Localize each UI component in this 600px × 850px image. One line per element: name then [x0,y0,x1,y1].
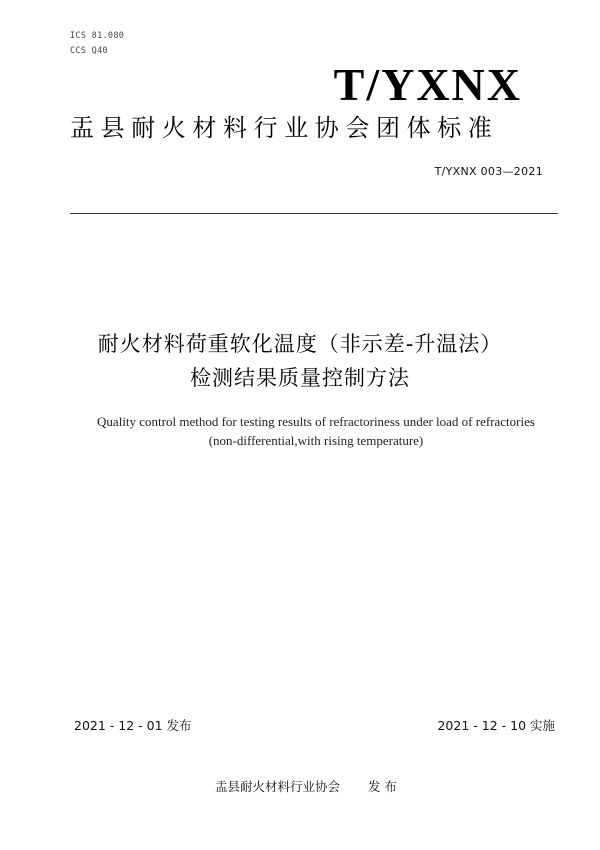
issue-date: 2021 - 12 - 01 发布 [74,718,192,733]
organization-title: 盂县耐火材料行业协会团体标准 [70,114,499,142]
publisher-line [0,777,600,795]
standard-number: T/YXNX 003—2021 [434,165,543,178]
header-divider [70,213,558,214]
implementation-date: 2021 - 12 - 10 实施 [437,718,555,733]
publisher-name: 盂县耐火材料行业协会 [215,779,341,794]
publish-action: 发 布 [368,779,397,794]
ics-code: ICS 81.080 [70,31,125,41]
standard-logo: T/YXNX [333,59,522,110]
chinese-title-line-2: 检测结果质量控制方法 [190,366,410,390]
chinese-title-line-1: 耐火材料荷重软化温度（非示差-升温法） [97,332,503,356]
english-title-line-1: Quality control method for testing results of refractoriness under load of refractories [97,414,535,429]
ccs-code: CCS Q40 [70,46,108,56]
english-title-line-2: (non-differential,with rising temperature) [208,433,424,448]
